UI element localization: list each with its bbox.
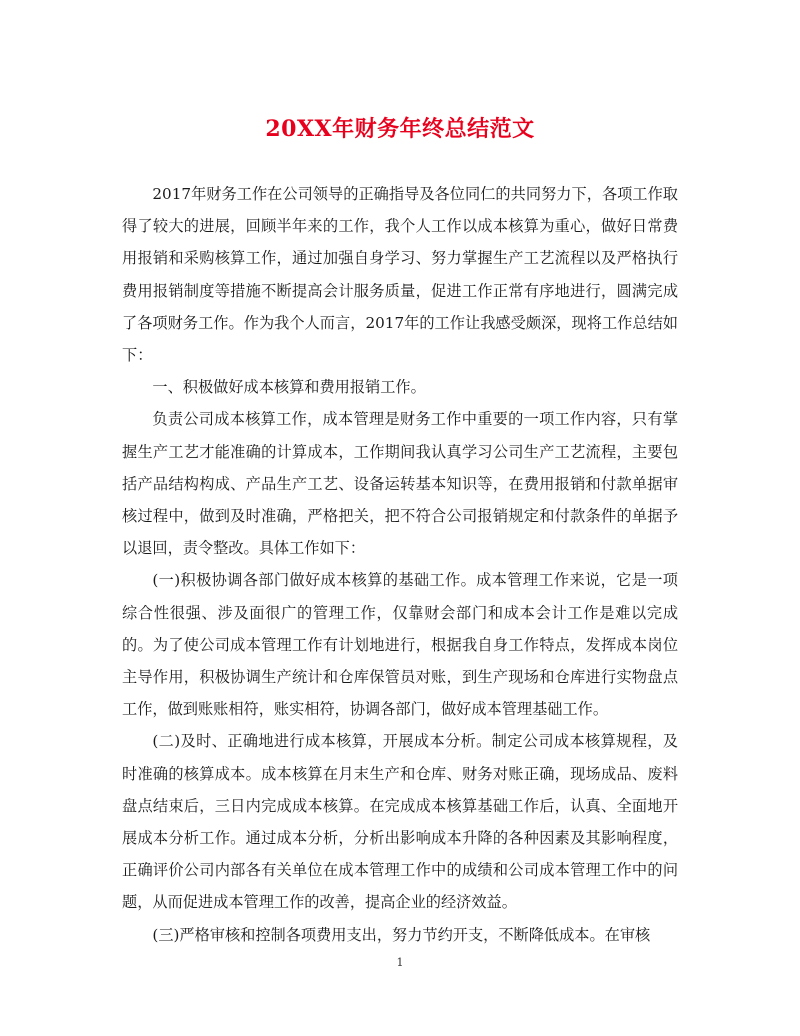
document-body [122, 178, 678, 951]
paragraph-cost-accounting: 负责公司成本核算工作，成本管理是财务工作中重要的一项工作内容，只有掌握生产工艺才能准确的计算成本，工作期间我认真学习公司生产工艺流程，主要包括产品结构构成、产品生产工艺、设备运转基本知识等，在费用报销和付款单据审核过程中，做到及时准确，严格把关，把不符合公司报销规定和付款条件的单据予以退回，责令整改。具体工作如下： [122, 410, 678, 558]
section-heading-1: 一、积极做好成本核算和费用报销工作。 [152, 378, 426, 397]
paragraph-intro: 2017年财务工作在公司领导的正确指导及各位同仁的共同努力下，各项工作取得了较大的进展，回顾半年来的工作，我个人工作以成本核算为重心，做好日常费用报销和采购核算工作，通过加强自身学习、努力掌握生产工艺流程以及严格执行费用报销制度等措施不断提高会计服务质量，促进工作正常有序地进行，圆满完成了各项财务工作。作为我个人而言，2017年的工作让我感受颇深，现将工作总结如下： [122, 185, 678, 365]
document-title: 20XX年财务年终总结范文 [265, 116, 535, 142]
page-number: 1 [396, 956, 404, 969]
paragraph-item-1: (一)积极协调各部门做好成本核算的基础工作。成本管理工作来说，它是一项综合性很强、涉及面很广的管理工作，仅靠财会部门和成本会计工作是难以完成的。为了使公司成本管理工作有计划地进行，根据我自身工作特点，发挥成本岗位主导作用，积极协调生产统计和仓库保管员对账，到生产现场和仓库进行实物盘点工作，做到账账相符，账实相符，协调各部门，做好成本管理基础工作。 [122, 571, 678, 719]
paragraph-item-2: (二)及时、正确地进行成本核算，开展成本分析。制定公司成本核算规程，及时准确的核算成本。成本核算在月末生产和仓库、财务对账正确，现场成品、废料盘点结束后，三日内完成成本核算。在完成成本核算基础工作后，认真、全面地开展成本分析工作。通过成本分析，分析出影响成本升降的各种因素及其影响程度，正确评价公司内部各有关单位在成本管理工作中的成绩和公司成本管理工作中的问题，从而促进成本管理工作的改善，提高企业的经济效益。 [122, 732, 678, 912]
paragraph-item-3: (三)严格审核和控制各项费用支出，努力节约开支，不断降低成本。在审核 [152, 925, 651, 944]
